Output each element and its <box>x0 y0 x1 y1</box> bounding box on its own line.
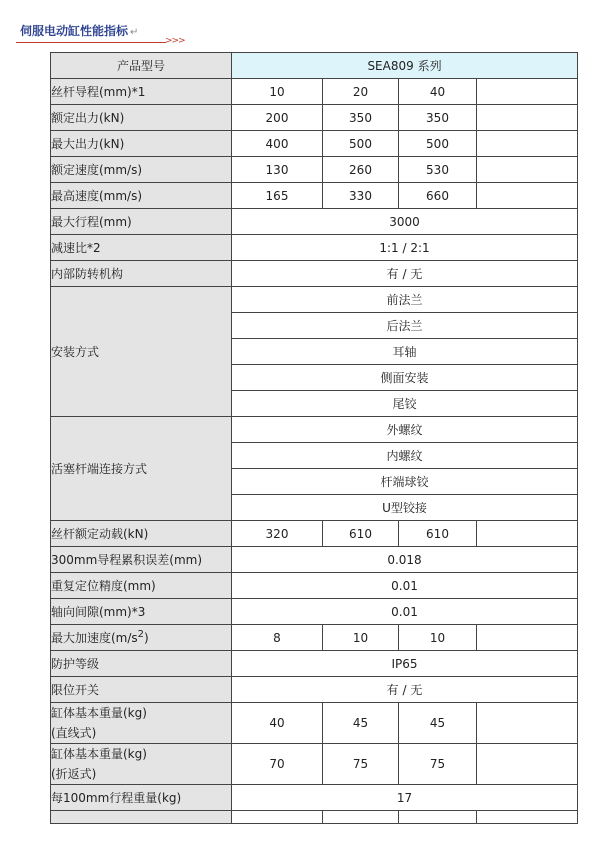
cell-value: 20 <box>323 79 399 105</box>
table-row <box>51 235 578 261</box>
row-label: 活塞杆端连接方式 <box>51 417 232 521</box>
cell-value: IP65 <box>232 651 578 677</box>
empty-cell <box>477 79 578 105</box>
row-label: 最大行程(mm) <box>51 209 232 235</box>
header-series: SEA809 系列 <box>232 53 578 79</box>
row-label: 限位开关 <box>51 677 232 703</box>
table-row <box>51 651 578 677</box>
row-label-line: (直线式) <box>51 726 97 740</box>
row-label-superscript: 2 <box>137 629 145 640</box>
row-label: 最高速度(mm/s) <box>51 183 232 209</box>
cell-value: 500 <box>399 131 477 157</box>
row-label-line: 缸体基本重量(kg) <box>51 706 147 720</box>
row-label: 最大出力(kN) <box>51 131 232 157</box>
row-label: 每100mm行程重量(kg) <box>51 785 232 811</box>
cell-value: 45 <box>399 703 477 744</box>
row-label: 重复定位精度(mm) <box>51 573 232 599</box>
row-label: 丝杆额定动载(kN) <box>51 521 232 547</box>
option-value: 前法兰 <box>232 287 578 313</box>
cell-value: 有 / 无 <box>232 261 578 287</box>
cell-value: 3000 <box>232 209 578 235</box>
empty-cell <box>477 105 578 131</box>
option-value: 后法兰 <box>232 313 578 339</box>
cell-value: 165 <box>232 183 323 209</box>
empty-cell <box>477 744 578 785</box>
cell-value: 200 <box>232 105 323 131</box>
table-row <box>51 573 578 599</box>
option-value: 侧面安装 <box>232 365 578 391</box>
table-row <box>51 744 578 785</box>
table-row <box>51 131 578 157</box>
table-row <box>51 547 578 573</box>
cell-value: 260 <box>323 157 399 183</box>
table-row <box>51 811 578 824</box>
cell-value: 10 <box>399 625 477 651</box>
empty-cell <box>477 521 578 547</box>
cell-value: 70 <box>232 744 323 785</box>
table-row <box>51 261 578 287</box>
return-mark: ↵ <box>130 27 139 38</box>
empty-cell <box>477 625 578 651</box>
empty-cell <box>477 131 578 157</box>
cell-value: 330 <box>323 183 399 209</box>
empty-cell <box>232 811 323 824</box>
row-label-close: ) <box>144 631 149 645</box>
table-row <box>51 105 578 131</box>
cell-value: 500 <box>323 131 399 157</box>
row-label: 额定出力(kN) <box>51 105 232 131</box>
row-label <box>51 744 232 785</box>
row-label: 300mm导程累积误差(mm) <box>51 547 232 573</box>
empty-cell <box>323 811 399 824</box>
row-label-line: 缸体基本重量(kg) <box>51 747 147 761</box>
cell-value: 530 <box>399 157 477 183</box>
option-value: U型铰接 <box>232 495 578 521</box>
empty-cell <box>51 811 232 824</box>
table-row <box>51 521 578 547</box>
row-label <box>51 703 232 744</box>
row-label: 额定速度(mm/s) <box>51 157 232 183</box>
table-row <box>51 677 578 703</box>
header-label: 产品型号 <box>51 53 232 79</box>
cell-value: 0.018 <box>232 547 578 573</box>
empty-cell <box>477 811 578 824</box>
table-row <box>51 53 578 79</box>
empty-cell <box>399 811 477 824</box>
table-row <box>51 785 578 811</box>
cell-value: 10 <box>323 625 399 651</box>
cell-value: 350 <box>399 105 477 131</box>
cell-value: 400 <box>232 131 323 157</box>
row-label <box>51 625 232 651</box>
cell-value: 75 <box>399 744 477 785</box>
option-value: 外螺纹 <box>232 417 578 443</box>
table-row <box>51 703 578 744</box>
cell-value: 40 <box>399 79 477 105</box>
cell-value: 17 <box>232 785 578 811</box>
option-value: 内螺纹 <box>232 443 578 469</box>
cell-value: 610 <box>323 521 399 547</box>
cell-value: 610 <box>399 521 477 547</box>
cell-value: 0.01 <box>232 573 578 599</box>
empty-cell <box>477 703 578 744</box>
table-row <box>51 183 578 209</box>
table-row <box>51 157 578 183</box>
row-label: 丝杆导程(mm)*1 <box>51 79 232 105</box>
option-value: 尾铰 <box>232 391 578 417</box>
cell-value: 有 / 无 <box>232 677 578 703</box>
cell-value: 8 <box>232 625 323 651</box>
cell-value: 40 <box>232 703 323 744</box>
table-row <box>51 599 578 625</box>
cell-value: 130 <box>232 157 323 183</box>
cell-value: 660 <box>399 183 477 209</box>
cell-value: 75 <box>323 744 399 785</box>
option-value: 耳轴 <box>232 339 578 365</box>
cell-value: 350 <box>323 105 399 131</box>
table-row <box>51 209 578 235</box>
cell-value: 10 <box>232 79 323 105</box>
table-row <box>51 79 578 105</box>
empty-cell <box>477 157 578 183</box>
row-label-line: (折返式) <box>51 767 97 781</box>
row-label: 内部防转机构 <box>51 261 232 287</box>
cell-value: 45 <box>323 703 399 744</box>
spec-table <box>50 52 578 824</box>
cell-value: 0.01 <box>232 599 578 625</box>
heading-underline <box>16 42 166 43</box>
empty-cell <box>477 183 578 209</box>
row-label: 安装方式 <box>51 287 232 417</box>
cell-value: 1:1 / 2:1 <box>232 235 578 261</box>
cell-value: 320 <box>232 521 323 547</box>
table-row <box>51 417 578 443</box>
table-row <box>51 625 578 651</box>
section-heading-text: 伺服电动缸性能指标 <box>20 24 129 38</box>
heading-arrows: >>> <box>165 36 185 46</box>
row-label: 减速比*2 <box>51 235 232 261</box>
row-label-text: 最大加速度(m/s <box>51 631 138 645</box>
table-row <box>51 287 578 313</box>
option-value: 杆端球铰 <box>232 469 578 495</box>
row-label: 防护等级 <box>51 651 232 677</box>
row-label: 轴向间隙(mm)*3 <box>51 599 232 625</box>
section-heading <box>20 22 138 39</box>
